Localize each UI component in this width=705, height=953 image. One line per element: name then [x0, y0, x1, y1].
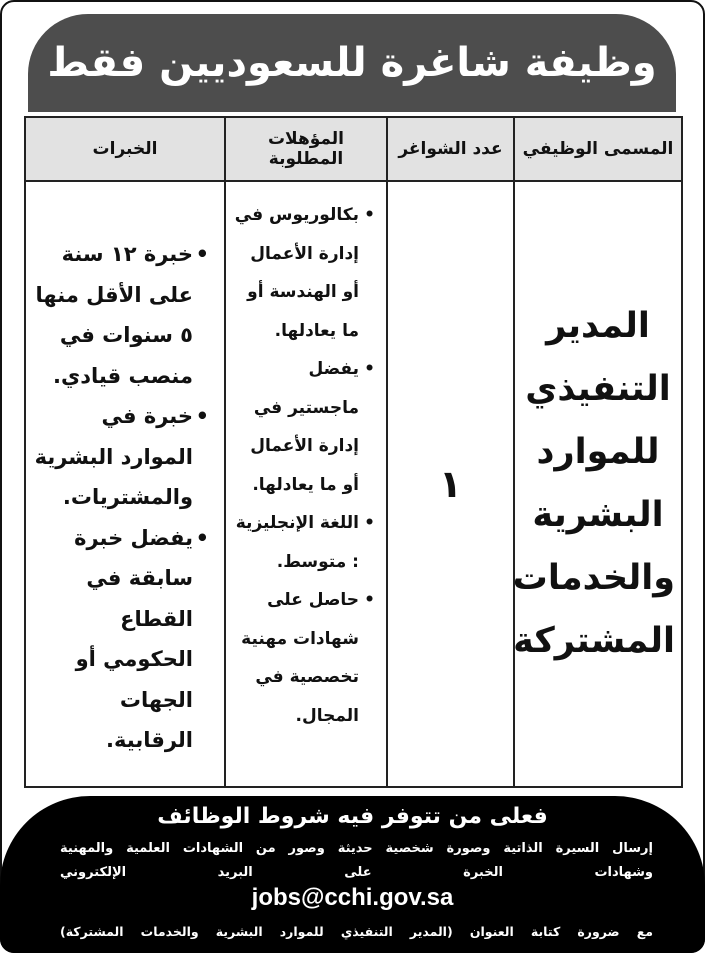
- list-item: • يفضل ماجستير في إدارة الأعمال أو ما يعادلها.: [232, 350, 372, 504]
- job-title-line: المدير: [546, 306, 650, 346]
- qualifications-list: [232, 196, 372, 735]
- list-item: • حاصل على شهادات مهنية تخصصية في المجال.: [232, 581, 372, 735]
- job-title-line: المشتركة: [513, 621, 675, 661]
- qualifications-cell: [225, 181, 387, 787]
- job-title-cell: [514, 181, 682, 787]
- title-banner: [28, 14, 676, 112]
- header-qualifications: المؤهلات المطلوبة: [225, 117, 387, 181]
- header-experience: الخبرات: [25, 117, 225, 181]
- contact-email[interactable]: jobs@cchi.gov.sa: [251, 884, 454, 911]
- job-title-line: التنفيذي: [525, 369, 671, 409]
- experience-cell: [25, 181, 225, 787]
- list-item: • بكالوريوس في إدارة الأعمال أو الهندسة أو ما يعادلها.: [232, 196, 372, 350]
- job-title-line: والخدمات: [512, 558, 675, 598]
- list-item: • يفضل خبرة سابقة في القطاع الحكومي أو الجهات الرقابية.: [32, 518, 206, 761]
- subject-note: مع ضرورة كتابة العنوان (المدير التنفيذي للموارد البشرية والخدمات المشتركة): [60, 924, 653, 939]
- job-title-line: للموارد: [536, 432, 660, 472]
- list-item: • اللغة الإنجليزية : متوسط.: [232, 504, 372, 581]
- vacancies-cell: [387, 181, 514, 787]
- list-item: • خبرة في الموارد البشرية والمشتريات.: [32, 396, 206, 518]
- table-header-row: [25, 117, 682, 181]
- application-heading: فعلى من تتوفر فيه شروط الوظائف: [157, 804, 548, 829]
- application-instructions: إرسال السيرة الذاتية وصورة شخصية حديثة وصور من الشهادات العلمية والمهنية وشهادات الخبرة على البريد الإلكتروني: [60, 841, 653, 880]
- job-table: [24, 116, 683, 788]
- header-vacancies: عدد الشواغر: [387, 117, 514, 181]
- experience-list: [32, 234, 206, 761]
- application-banner: [0, 796, 705, 953]
- vacancies-count: ١: [438, 462, 463, 506]
- header-job-title: المسمى الوظيفي: [514, 117, 682, 181]
- job-title-line: البشرية: [532, 495, 664, 535]
- page-title: وظيفة شاغرة للسعوديين فقط: [47, 40, 657, 86]
- table-row: [25, 181, 682, 787]
- list-item: • خبرة ١٢ سنة على الأقل منها ٥ سنوات في منصب قيادي.: [32, 234, 206, 396]
